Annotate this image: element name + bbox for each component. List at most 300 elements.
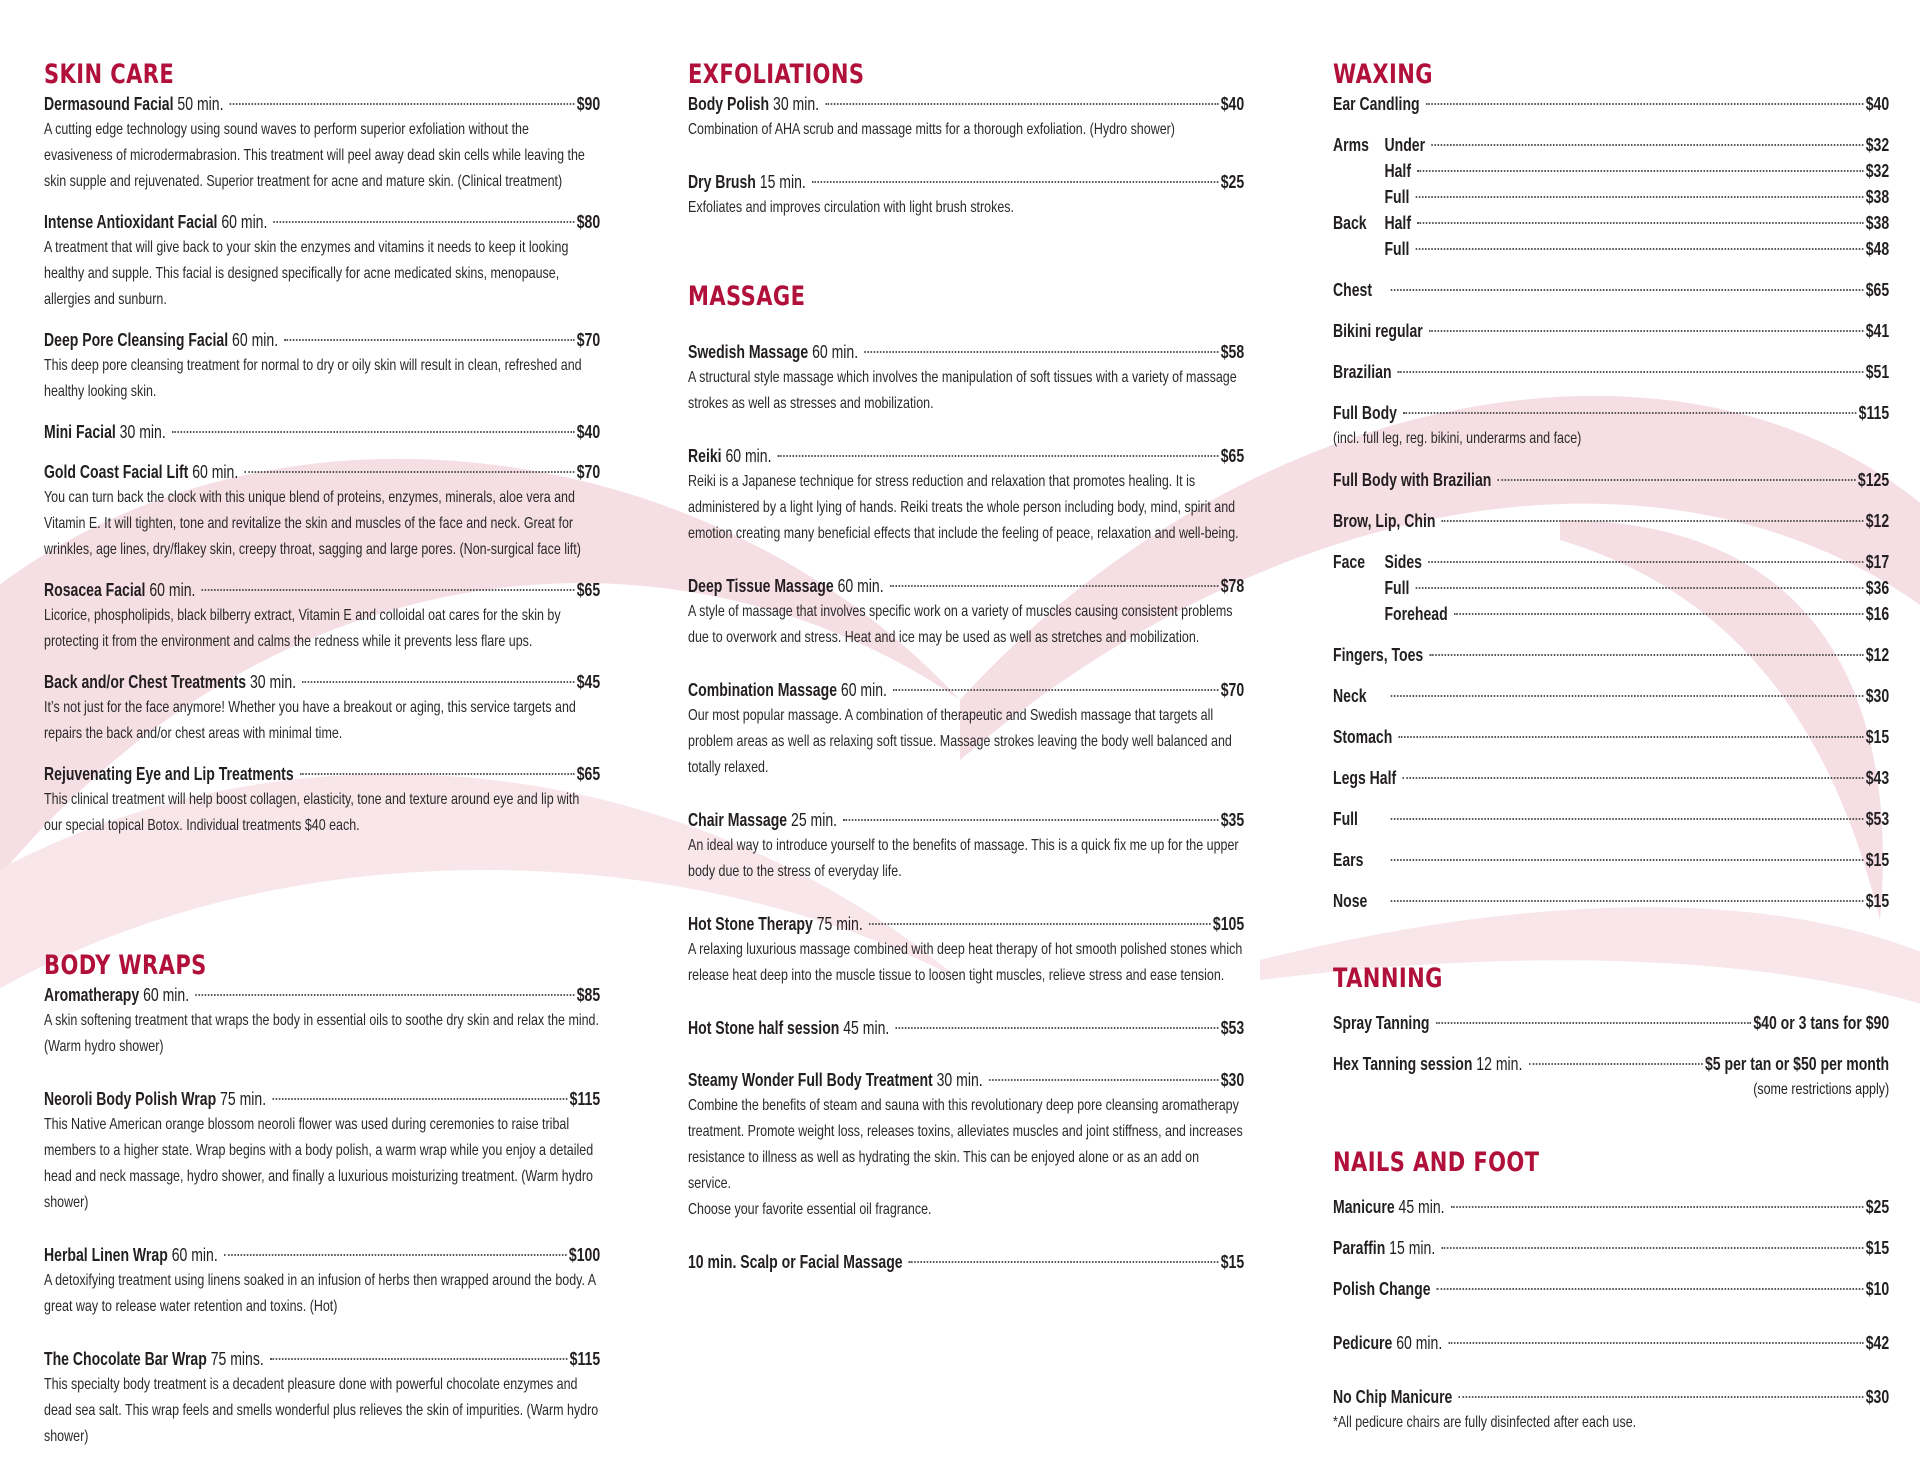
- dot-leader: [1417, 222, 1863, 224]
- menu-section: [1333, 963, 1889, 1103]
- item-row: [688, 443, 1244, 469]
- item-price: $40: [1220, 94, 1245, 114]
- item-price: $17: [1865, 552, 1890, 572]
- dot-leader: [778, 455, 1219, 457]
- item-price: $25: [1220, 172, 1245, 192]
- menu-item: [1333, 400, 1889, 452]
- item-row: [1333, 1384, 1889, 1410]
- menu-item: [44, 669, 600, 747]
- item-price: $30: [1220, 1070, 1245, 1090]
- item-row: [1333, 210, 1889, 236]
- item-price: $65: [576, 580, 601, 600]
- item-description: Reiki is a Japanese technique for stress reduction and relaxation that promotes healing. It is administered by a light lying of hands. Reiki treats the whole person including body, mind, spirit and emotion creating many beneficial effects that include the feeling of peace, relaxation and well-being.: [688, 473, 1239, 542]
- menu-item: [688, 91, 1244, 143]
- item-row: [1333, 91, 1889, 117]
- item-price: $30: [1865, 1387, 1890, 1407]
- item-price: $15: [1865, 727, 1890, 747]
- item-price: $53: [1865, 809, 1890, 829]
- item-price: $125: [1857, 470, 1890, 490]
- item-note: (some restrictions apply): [1753, 1081, 1890, 1098]
- menu-section: [1333, 59, 1889, 914]
- item-duration: 60 min.: [837, 576, 884, 596]
- item-price: $35: [1220, 810, 1245, 830]
- item-row: [44, 982, 600, 1008]
- dot-leader: [1398, 371, 1864, 373]
- dot-leader: [1451, 1206, 1864, 1208]
- menu-item: [1333, 642, 1889, 668]
- item-row: [1333, 158, 1889, 184]
- item-row: [1333, 765, 1889, 791]
- menu-item: [1333, 549, 1889, 575]
- item-group: Ears: [1333, 850, 1364, 870]
- item-price: $38: [1865, 213, 1890, 233]
- item-name: The Chocolate Bar Wrap: [44, 1349, 207, 1369]
- item-description: A relaxing luxurious massage combined with deep heat therapy of hot smooth polished stones which release heat deep into the muscle tissue to loosen tight muscles, relieve stress and ease tension.: [688, 941, 1243, 984]
- item-price: $15: [1865, 1238, 1890, 1258]
- dot-leader: [1436, 1022, 1751, 1024]
- item-price: $12: [1865, 511, 1890, 531]
- menu-item: [688, 1067, 1244, 1223]
- item-list: [1333, 1194, 1889, 1436]
- dot-leader: [1416, 248, 1864, 250]
- item-row: [1333, 1194, 1889, 1220]
- item-group: Arms: [1333, 135, 1369, 155]
- item-price: $15: [1865, 891, 1890, 911]
- item-price: $78: [1220, 576, 1245, 596]
- dot-leader: [195, 994, 574, 996]
- menu-item: [1333, 1330, 1889, 1356]
- item-price: $65: [1865, 280, 1890, 300]
- menu-item: [1333, 359, 1889, 385]
- item-price: $15: [1865, 850, 1890, 870]
- item-row: [44, 327, 600, 353]
- dot-leader: [1399, 736, 1864, 738]
- dot-leader: [1417, 170, 1863, 172]
- dot-leader: [1403, 412, 1856, 414]
- menu-item: [688, 169, 1244, 221]
- item-row: [1333, 724, 1889, 750]
- item-duration: 60 min.: [171, 1245, 218, 1265]
- item-row: [1333, 184, 1889, 210]
- item-name: Hot Stone Therapy: [688, 914, 813, 934]
- item-row: [1333, 1235, 1889, 1261]
- section-heading: SKIN CARE: [44, 59, 175, 90]
- menu-item: [1333, 1235, 1889, 1261]
- item-price: $38: [1865, 187, 1890, 207]
- item-name: Paraffin: [1333, 1238, 1386, 1258]
- item-duration: 60 min.: [725, 446, 772, 466]
- item-price: $100: [568, 1245, 601, 1265]
- item-row: [1333, 642, 1889, 668]
- item-description: A treatment that will give back to your skin the enzymes and vitamins it needs to keep it looking healthy and supple. This facial is designed specifically for acne medicated skins, menopause, allergies and sunburn.: [44, 239, 569, 308]
- item-name: 10 min. Scalp or Facial Massage: [688, 1252, 903, 1272]
- dot-leader: [890, 585, 1219, 587]
- dot-leader: [224, 1254, 567, 1256]
- item-description: It’s not just for the face anymore! Whether you have a breakout or aging, this service targets and repairs the back and/or chest areas with minimal time.: [44, 699, 576, 742]
- item-price: $65: [1220, 446, 1245, 466]
- item-description: A skin softening treatment that wraps the body in essential oils to soothe dry skin and relax the mind. (Warm hydro shower): [44, 1012, 599, 1055]
- item-price: $45: [576, 672, 601, 692]
- menu-item: [1333, 158, 1889, 184]
- item-name: Half: [1384, 213, 1412, 233]
- item-price: $10: [1865, 1279, 1890, 1299]
- item-row: [688, 911, 1244, 937]
- item-list: [688, 339, 1244, 1275]
- menu-item: [1333, 765, 1889, 791]
- dot-leader: [1429, 654, 1863, 656]
- item-duration: 30 min.: [249, 672, 297, 692]
- menu-item: [1333, 467, 1889, 493]
- item-price: $51: [1865, 362, 1890, 382]
- menu-item: [1333, 236, 1889, 262]
- item-name: Dermasound Facial: [44, 94, 174, 114]
- item-row: [1333, 601, 1889, 627]
- dot-leader: [302, 681, 574, 683]
- item-name: Bikini regular: [1333, 321, 1423, 341]
- item-name: Brazilian: [1333, 362, 1392, 382]
- item-description: Combine the benefits of steam and sauna with this revolutionary deep pore cleansing aromatherapy treatment. Promote weight loss, releases toxins, alleviates muscles and joint stiffness, and increases resistance to illness as well as hydrating the skin. This can be enjoyed alone or as an add on service.: [688, 1097, 1243, 1192]
- item-duration: 15 min.: [1389, 1238, 1436, 1258]
- item-description: You can turn back the clock with this unique blend of proteins, enzymes, minerals, aloe vera and Vitamin E. It will tighten, tone and revitalize the skin and muscles of the face and neck. Great for wrinkles, age lines, dry/flakey skin, creepy throat, sagging and large pores. (Non-surgical face lift): [44, 489, 581, 558]
- item-description: Combination of AHA scrub and massage mitts for a thorough exfoliation. (Hydro shower): [688, 121, 1175, 138]
- item-row: [44, 577, 600, 603]
- dot-leader: [989, 1079, 1218, 1081]
- item-group: Back: [1333, 213, 1367, 233]
- dot-leader: [1391, 900, 1864, 902]
- menu-item: [1333, 91, 1889, 117]
- item-description-extra: Choose your favorite essential oil fragrance.: [688, 1201, 932, 1218]
- item-name: Sides: [1384, 552, 1422, 572]
- item-description: This Native American orange blossom neoroli flower was used during ceremonies to raise tribal members to a higher state. Wrap begins with a body polish, a warm wrap while you enjoy a detailed head and neck massage, hydro shower, and finally a luxurious moisturizing treatment. (Warm hydro shower): [44, 1116, 594, 1211]
- section-heading: BODY WRAPS: [44, 950, 207, 981]
- item-row: [1333, 277, 1889, 303]
- menu-item: [1333, 132, 1889, 158]
- menu-section: [688, 59, 1244, 221]
- item-name: Legs Half: [1333, 768, 1397, 788]
- menu-item: [1333, 318, 1889, 344]
- item-description: (incl. full leg, reg. bikini, underarms and face): [1333, 430, 1582, 447]
- item-duration: 45 min.: [1398, 1197, 1445, 1217]
- item-name: Half: [1384, 161, 1412, 181]
- menu-item: [1333, 184, 1889, 210]
- item-name: Chair Massage: [688, 810, 788, 830]
- item-name: Polish Change: [1333, 1279, 1431, 1299]
- item-group: Full: [1333, 809, 1358, 829]
- item-price: $30: [1865, 686, 1890, 706]
- dot-leader: [1441, 1247, 1863, 1249]
- item-price: $115: [569, 1089, 601, 1109]
- dot-leader: [893, 689, 1218, 691]
- item-price: $36: [1865, 578, 1890, 598]
- menu-item: [1333, 1010, 1889, 1036]
- item-price: $15: [1220, 1252, 1245, 1272]
- item-price: $85: [576, 985, 601, 1005]
- item-row: [44, 1242, 600, 1268]
- item-description: A cutting edge technology using sound waves to perform superior exfoliation without the evasiveness of microdermabrasion. This treatment will peel away dead skin cells while leaving the skin supple and rejuvenated. Superior treatment for acne and mature skin. (Clinical treatment): [44, 121, 585, 190]
- dot-leader: [896, 1027, 1219, 1029]
- item-description: A structural style massage which involves the manipulation of soft tissues with a variety of massage strokes as well as stresses and mobilization.: [688, 369, 1237, 412]
- dot-leader: [172, 431, 574, 433]
- item-group: Face: [1333, 552, 1366, 572]
- item-duration: 45 min.: [843, 1018, 890, 1038]
- item-price: $58: [1220, 342, 1245, 362]
- dot-leader: [1391, 818, 1864, 820]
- dot-leader: [1428, 561, 1863, 563]
- menu-item: [1333, 806, 1889, 832]
- item-price: $41: [1865, 321, 1890, 341]
- item-price: $115: [1858, 403, 1890, 423]
- item-row: [1333, 549, 1889, 575]
- item-row: [1333, 236, 1889, 262]
- column-middle: [688, 0, 1244, 1484]
- item-row: [1333, 359, 1889, 385]
- item-name: Stomach: [1333, 727, 1393, 747]
- item-price: $48: [1865, 239, 1890, 259]
- item-description: Our most popular massage. A combination of therapeutic and Swedish massage that targets all problem areas as well as relaxing soft tissue. Massage strokes leaving the body well balanced and totally relaxed.: [688, 707, 1232, 776]
- item-row: [1333, 683, 1889, 709]
- item-name: Fingers, Toes: [1333, 645, 1424, 665]
- item-duration: 60 min.: [192, 462, 239, 482]
- item-name: Back and/or Chest Treatments: [44, 672, 247, 692]
- item-list: [688, 91, 1244, 221]
- item-name: Mini Facial: [44, 422, 116, 442]
- item-row: [1333, 1010, 1889, 1036]
- column-right: [1333, 0, 1889, 1484]
- menu-item: [688, 573, 1244, 651]
- item-price: $90: [576, 94, 601, 114]
- item-list: [1333, 1010, 1889, 1103]
- menu-item: [44, 419, 600, 445]
- item-row: [1333, 132, 1889, 158]
- item-description: A detoxifying treatment using linens soaked in an infusion of herbs then wrapped around the body. A great way to release water retention and toxins. (Hot): [44, 1272, 596, 1315]
- item-row: [688, 573, 1244, 599]
- item-group: Neck: [1333, 686, 1367, 706]
- dot-leader: [284, 339, 574, 341]
- dot-leader: [1459, 1396, 1864, 1398]
- menu-item: [688, 911, 1244, 989]
- menu-item: [688, 339, 1244, 417]
- dot-leader: [1498, 479, 1856, 481]
- item-row: [44, 761, 600, 787]
- dot-leader: [843, 819, 1218, 821]
- dot-leader: [230, 103, 575, 105]
- dot-leader: [1454, 613, 1863, 615]
- item-name: Dry Brush: [688, 172, 756, 192]
- item-name: Full: [1384, 187, 1410, 207]
- item-duration: 75 min.: [816, 914, 863, 934]
- item-name: Intense Antioxidant Facial: [44, 212, 218, 232]
- item-name: Aromatherapy: [44, 985, 140, 1005]
- item-price: $25: [1865, 1197, 1890, 1217]
- dot-leader: [1437, 1288, 1864, 1290]
- item-row: [44, 459, 600, 485]
- item-row: [1333, 318, 1889, 344]
- dot-leader: [1416, 196, 1864, 198]
- item-price: $12: [1865, 645, 1890, 665]
- item-name: Swedish Massage: [688, 342, 809, 362]
- dot-leader: [825, 103, 1218, 105]
- section-heading: MASSAGE: [688, 281, 806, 312]
- item-duration: 60 min.: [143, 985, 190, 1005]
- item-row: [1333, 400, 1889, 426]
- menu-item: [1333, 210, 1889, 236]
- menu-item: [1333, 1051, 1889, 1103]
- menu-item: [44, 459, 600, 563]
- item-duration: 60 min.: [221, 212, 268, 232]
- menu-item: [44, 209, 600, 313]
- item-row: [44, 1346, 600, 1372]
- menu-item: [44, 1346, 600, 1450]
- dot-leader: [1426, 103, 1864, 105]
- item-row: [688, 1249, 1244, 1275]
- item-row: [44, 419, 600, 445]
- item-name: Herbal Linen Wrap: [44, 1245, 168, 1265]
- menu-item: [1333, 508, 1889, 534]
- item-price: $40: [576, 422, 601, 442]
- dot-leader: [812, 181, 1218, 183]
- menu-item: [44, 982, 600, 1060]
- item-name: Manicure: [1333, 1197, 1395, 1217]
- item-description: A style of massage that involves specific work on a variety of muscles causing consistent problems due to overwork and stress. Heat and ice may be used as well as stretches and mobilization.: [688, 603, 1233, 646]
- dot-leader: [1402, 777, 1863, 779]
- dot-leader: [1391, 289, 1864, 291]
- dot-leader: [1449, 1342, 1864, 1344]
- menu-item: [688, 443, 1244, 547]
- item-name: Deep Tissue Massage: [688, 576, 834, 596]
- item-row: [1333, 467, 1889, 493]
- menu-item: [688, 677, 1244, 781]
- item-name: Rosacea Facial: [44, 580, 146, 600]
- menu-item: [1333, 1194, 1889, 1220]
- dot-leader: [274, 221, 575, 223]
- menu-item: [44, 327, 600, 405]
- item-name: Full Body: [1333, 403, 1397, 423]
- item-row: [688, 169, 1244, 195]
- dot-leader: [864, 351, 1218, 353]
- dot-leader: [300, 773, 574, 775]
- menu-item: [44, 577, 600, 655]
- item-duration: 60 min.: [840, 680, 887, 700]
- item-name: Full: [1384, 578, 1410, 598]
- dot-leader: [1391, 859, 1864, 861]
- item-price: $70: [576, 330, 601, 350]
- menu-item: [1333, 847, 1889, 873]
- item-price: $70: [1220, 680, 1245, 700]
- menu-section: [44, 950, 600, 1450]
- item-description: Exfoliates and improves circulation with light brush strokes.: [688, 199, 1015, 216]
- item-description: An ideal way to introduce yourself to the benefits of massage. This is a quick fix me up for the upper body due to the stress of everyday life.: [688, 837, 1239, 880]
- menu-item: [1333, 1276, 1889, 1302]
- section-heading: WAXING: [1333, 59, 1433, 90]
- item-name: Under: [1384, 135, 1426, 155]
- dot-leader: [270, 1358, 567, 1360]
- item-price: $16: [1865, 604, 1890, 624]
- item-price: $70: [576, 462, 601, 482]
- item-name: Ear Candling: [1333, 94, 1420, 114]
- dot-leader: [1429, 330, 1863, 332]
- item-duration: 60 min.: [149, 580, 196, 600]
- dot-leader: [245, 471, 575, 473]
- menu-item: [688, 807, 1244, 885]
- item-duration: 50 min.: [177, 94, 224, 114]
- item-group: Chest: [1333, 280, 1373, 300]
- item-price: $42: [1865, 1333, 1890, 1353]
- menu-item: [1333, 724, 1889, 750]
- item-name: Rejuvenating Eye and Lip Treatments: [44, 764, 294, 784]
- item-row: [44, 91, 600, 117]
- menu-item: [1333, 601, 1889, 627]
- dot-leader: [1431, 144, 1863, 146]
- menu-item: [1333, 277, 1889, 303]
- dot-leader: [1529, 1063, 1703, 1065]
- item-price: $5 per tan or $50 per month: [1704, 1054, 1890, 1074]
- item-name: Deep Pore Cleansing Facial: [44, 330, 229, 350]
- item-price: $65: [576, 764, 601, 784]
- menu-section: [688, 281, 1244, 1275]
- item-row: [44, 669, 600, 695]
- item-duration: 60 min.: [232, 330, 279, 350]
- item-name: Steamy Wonder Full Body Treatment: [688, 1070, 933, 1090]
- item-row: [44, 1086, 600, 1112]
- item-description: This specialty body treatment is a decadent pleasure done with powerful chocolate enzymes and dead sea salt. This wrap feels and smells wonderful plus relieves the skin of impurities. (Warm hydro shower): [44, 1376, 599, 1445]
- dot-leader: [202, 589, 575, 591]
- item-description: This deep pore cleansing treatment for normal to dry or oily skin will result in clean, refreshed and healthy looking skin.: [44, 357, 582, 400]
- item-duration: 75 mins.: [210, 1349, 264, 1369]
- menu-section: [44, 59, 600, 839]
- menu-item: [44, 1242, 600, 1320]
- item-name: Gold Coast Facial Lift: [44, 462, 189, 482]
- item-row: [1333, 1051, 1889, 1077]
- section-heading: EXFOLIATIONS: [688, 59, 865, 90]
- menu-item: [688, 1015, 1244, 1041]
- item-name: Full Body with Brazilian: [1333, 470, 1492, 490]
- item-name: Combination Massage: [688, 680, 838, 700]
- dot-leader: [909, 1261, 1219, 1263]
- item-duration: 30 min.: [936, 1070, 983, 1090]
- item-row: [1333, 806, 1889, 832]
- item-price: $105: [1212, 914, 1245, 934]
- item-row: [1333, 1276, 1889, 1302]
- item-duration: 12 min.: [1476, 1054, 1523, 1074]
- item-name: No Chip Manicure: [1333, 1387, 1453, 1407]
- dot-leader: [869, 923, 1211, 925]
- item-list: [44, 91, 600, 839]
- item-name: Reiki: [688, 446, 722, 466]
- menu-item: [44, 1086, 600, 1216]
- item-price: $40: [1865, 94, 1890, 114]
- section-heading: NAILS AND FOOT: [1333, 1147, 1540, 1178]
- item-price: $53: [1220, 1018, 1245, 1038]
- item-duration: 60 min.: [812, 342, 859, 362]
- item-name: Full: [1384, 239, 1410, 259]
- column-left: [44, 0, 600, 1484]
- item-description: *All pedicure chairs are fully disinfected after each use.: [1333, 1414, 1637, 1431]
- item-name: Hex Tanning session: [1333, 1054, 1473, 1074]
- item-group: Nose: [1333, 891, 1368, 911]
- dot-leader: [1442, 520, 1864, 522]
- item-price: $80: [576, 212, 601, 232]
- item-description: This clinical treatment will help boost collagen, elasticity, tone and texture around eye and lip with our special topical Botox. Individual treatments $40 each.: [44, 791, 580, 834]
- menu-item: [688, 1249, 1244, 1275]
- item-row: [1333, 847, 1889, 873]
- item-row: [1333, 1330, 1889, 1356]
- item-duration: 75 min.: [220, 1089, 267, 1109]
- menu-item: [1333, 1384, 1889, 1436]
- item-row: [1333, 508, 1889, 534]
- item-row: [688, 807, 1244, 833]
- item-row: [688, 1015, 1244, 1041]
- dot-leader: [272, 1098, 567, 1100]
